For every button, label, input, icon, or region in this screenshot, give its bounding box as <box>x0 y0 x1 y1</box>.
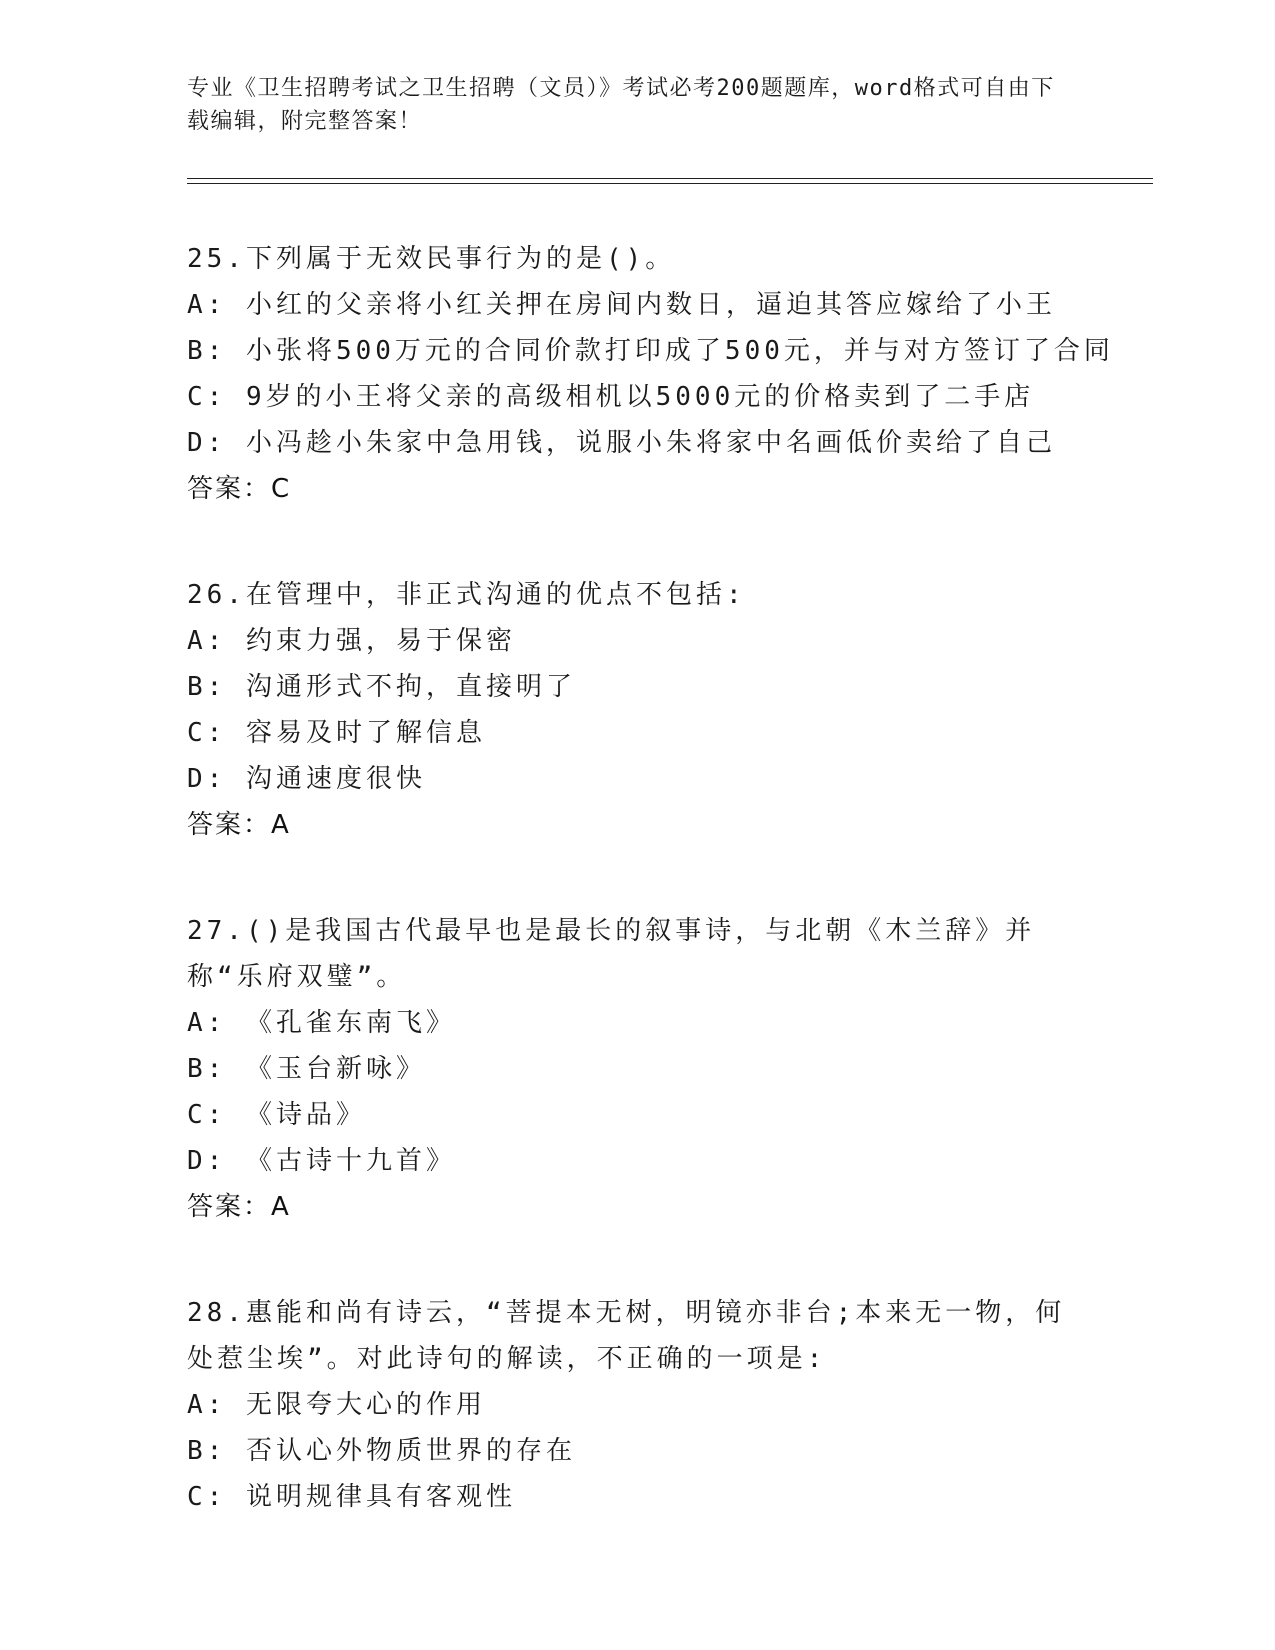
option-d: D: 沟通速度很快 <box>187 764 426 794</box>
question-stem: 27.()是我国古代最早也是最长的叙事诗，与北朝《木兰辞》并称“乐府双璧”。 <box>187 916 1036 992</box>
document-header: 专业《卫生招聘考试之卫生招聘（文员）》考试必考200题题库，word格式可自由下载编辑，附完整答案！ <box>187 76 1055 134</box>
option-a: A: 《孔雀东南飞》 <box>187 1008 456 1038</box>
header-rule-bottom <box>187 183 1153 184</box>
option-b: B: 沟通形式不拘，直接明了 <box>187 672 576 702</box>
option-c: C: 《诗品》 <box>187 1100 366 1130</box>
option-d: D: 《古诗十九首》 <box>187 1146 456 1176</box>
answer: 答案：A <box>187 810 291 840</box>
question-25 <box>187 236 1114 512</box>
question-stem: 28.惠能和尚有诗云，“菩提本无树，明镜亦非台;本来无一物，何处惹尘埃”。对此诗句的解读，不正确的一项是: <box>187 1298 1066 1374</box>
question-26 <box>187 572 1087 848</box>
question-stem: 26.在管理中，非正式沟通的优点不包括: <box>187 580 746 610</box>
option-c: C: 说明规律具有客观性 <box>187 1482 516 1512</box>
answer: 答案：A <box>187 1192 291 1222</box>
option-a: A: 无限夸大心的作用 <box>187 1390 486 1420</box>
option-d: D: 小冯趁小朱家中急用钱，说服小朱将家中名画低价卖给了自己 <box>187 428 1056 458</box>
option-a: A: 小红的父亲将小红关押在房间内数日，逼迫其答应嫁给了小王 <box>187 290 1056 320</box>
question-stem: 25.下列属于无效民事行为的是()。 <box>187 244 676 274</box>
option-a: A: 约束力强，易于保密 <box>187 626 516 656</box>
option-c: C: 9岁的小王将父亲的高级相机以5000元的价格卖到了二手店 <box>187 382 1035 412</box>
question-28 <box>187 1290 1087 1520</box>
option-b: B: 《玉台新咏》 <box>187 1054 426 1084</box>
header-rule-top <box>187 178 1153 179</box>
question-27 <box>187 908 1087 1230</box>
option-b: B: 小张将500万元的合同价款打印成了500元，并与对方签订了合同 <box>187 336 1114 366</box>
answer: 答案：C <box>187 474 292 504</box>
option-c: C: 容易及时了解信息 <box>187 718 486 748</box>
question-list <box>187 236 1114 1580</box>
option-b: B: 否认心外物质世界的存在 <box>187 1436 576 1466</box>
